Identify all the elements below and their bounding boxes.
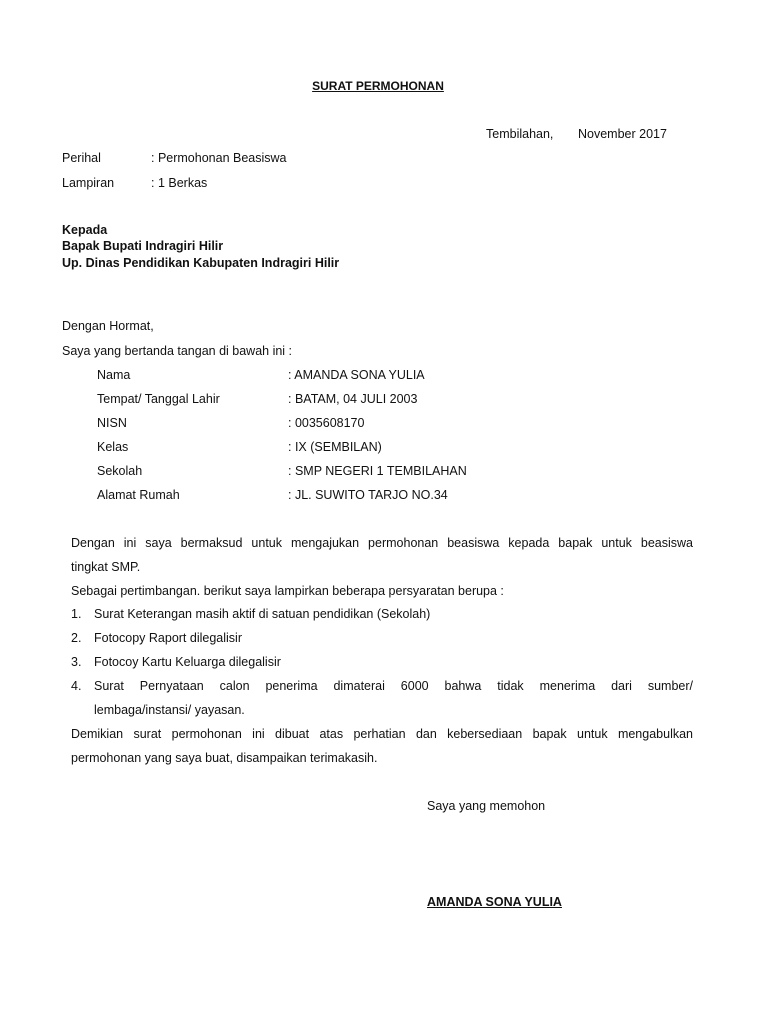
identity-value: : JL. SUWITO TARJO NO.34 xyxy=(288,488,448,502)
closing-line1: Demikian surat permohonan ini dibuat atas perhatian dan kebersediaan bapak untuk mengabulkan xyxy=(71,727,693,741)
signature-name: AMANDA SONA YULIA xyxy=(427,895,562,909)
identity-label: Alamat Rumah xyxy=(97,488,180,502)
signature-label: Saya yang memohon xyxy=(427,799,546,813)
greeting: Dengan Hormat, xyxy=(62,319,154,333)
closing-line2: permohonan yang saya buat, disampaikan terimakasih. xyxy=(71,751,378,765)
identity-value: : BATAM, 04 JULI 2003 xyxy=(288,392,418,406)
lampiran-value: : 1 Berkas xyxy=(151,176,208,190)
date-place: Tembilahan, xyxy=(486,127,554,141)
list-number: 4. xyxy=(71,679,82,693)
identity-value: : IX (SEMBILAN) xyxy=(288,440,382,454)
letter-title: SURAT PERMOHONAN xyxy=(312,79,444,93)
identity-label: Tempat/ Tanggal Lahir xyxy=(97,392,220,406)
list-number: 3. xyxy=(71,655,82,669)
identity-label: Nama xyxy=(97,368,131,382)
identity-label: Sekolah xyxy=(97,464,143,478)
identity-value: : AMANDA SONA YULIA xyxy=(288,368,425,382)
recipient-up: Up. Dinas Pendidikan Kabupaten Indragiri Hilir xyxy=(62,256,340,270)
list-item-continuation: lembaga/instansi/ yayasan. xyxy=(94,703,245,717)
paragraph-considerations: Sebagai pertimbangan. berikut saya lampirkan beberapa persyaratan berupa : xyxy=(71,584,504,598)
recipient-name: Bapak Bupati Indragiri Hilir xyxy=(62,239,224,253)
perihal-value: : Permohonan Beasiswa xyxy=(151,151,287,165)
identity-label: Kelas xyxy=(97,440,129,454)
date-month-year: November 2017 xyxy=(578,127,667,141)
identity-label: NISN xyxy=(97,416,127,430)
paragraph-intent-line1: Dengan ini saya bermaksud untuk mengajukan permohonan beasiswa kepada bapak untuk beasiswa xyxy=(71,536,693,550)
list-item: Fotocoy Kartu Keluarga dilegalisir xyxy=(94,655,281,669)
identity-value: : SMP NEGERI 1 TEMBILAHAN xyxy=(288,464,467,478)
perihal-label: Perihal xyxy=(62,151,101,165)
list-number: 2. xyxy=(71,631,82,645)
list-item: Surat Pernyataan calon penerima dimaterai 6000 bahwa tidak menerima dari sumber/ xyxy=(94,679,693,693)
list-item: Fotocopy Raport dilegalisir xyxy=(94,631,242,645)
list-item: Surat Keterangan masih aktif di satuan pendidikan (Sekolah) xyxy=(94,607,431,621)
identity-value: : 0035608170 xyxy=(288,416,365,430)
intro-text: Saya yang bertanda tangan di bawah ini : xyxy=(62,344,293,358)
paragraph-intent-line2: tingkat SMP. xyxy=(71,560,141,574)
lampiran-label: Lampiran xyxy=(62,176,115,190)
recipient-kepada: Kepada xyxy=(62,223,108,237)
list-number: 1. xyxy=(71,607,82,621)
